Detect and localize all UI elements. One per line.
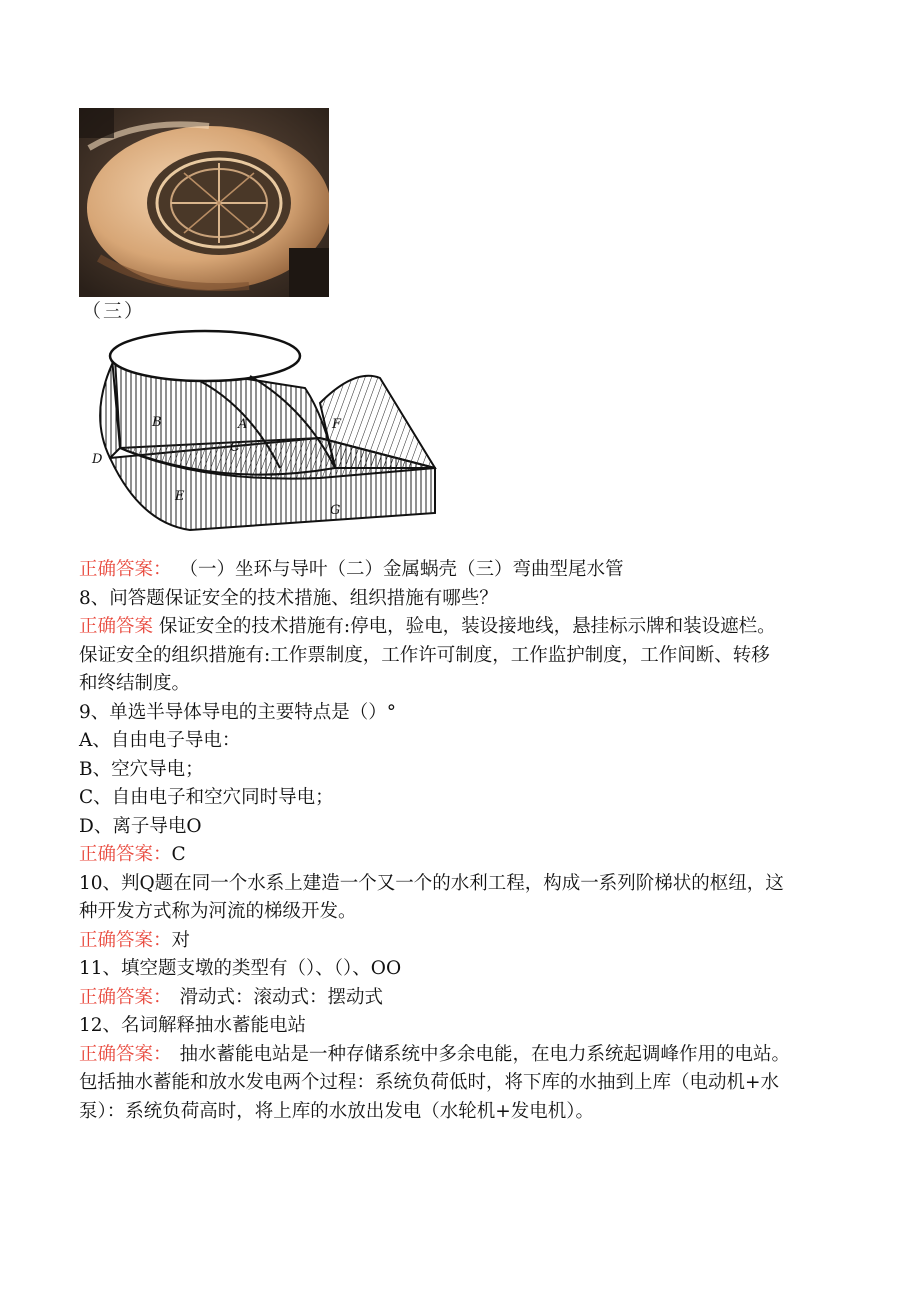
qa-text — [79, 556, 849, 1126]
answer-label: 正确答案： — [79, 559, 172, 580]
q10-question-line-2: 种开发方式称为河流的梯级开发。 — [79, 901, 357, 922]
q10-answer: 对 — [171, 929, 191, 951]
q8-answer-line-2: 保证安全的组织措施有:工作票制度，工作许可制度，工作监护制度，工作间断、转移 — [79, 644, 770, 666]
q11-answer: 滑动式：滚动式：摆动式 — [179, 986, 384, 1008]
label-d: D — [92, 452, 103, 467]
label-c: C — [230, 440, 240, 455]
q8-question: 8、问答题保证安全的技术措施、组织措施有哪些？ — [79, 587, 498, 609]
q12-question: 12、名词解释抽水蓄能电站 — [79, 1015, 307, 1036]
q9-option-b: B、空穴导电； — [79, 758, 204, 780]
answer-label: 正确答案： — [79, 1043, 172, 1065]
q12-answer-1: 抽水蓄能电站是一种存储系统中多余电能，在电力系统起调峰作用的电站。 — [179, 1043, 791, 1065]
q7-answer: （一）坐环与导叶（二）金属蜗壳（三）弯曲型尾水管 — [179, 559, 624, 580]
q9-option-c: C、自由电子和空穴同时导电； — [79, 787, 334, 808]
answer-label: 正确答案： — [79, 929, 172, 951]
label-g: G — [330, 503, 341, 518]
q12-answer-line-2: 包括抽水蓄能和放水发电两个过程：系统负荷低时，将下库的水抽到上库（电动机+水 — [79, 1072, 780, 1093]
q9-option-d: D、离子导电O — [79, 815, 202, 837]
figure-caption: （三） — [82, 300, 146, 322]
q10-answer-line — [79, 927, 849, 956]
q7-answer-line — [79, 556, 849, 585]
q9-answer-line — [79, 841, 849, 870]
label-a: A — [238, 417, 248, 432]
q8-answer-1: 保证安全的技术措施有:停电，验电，装设接地线，悬挂标示牌和装设遮栏。 — [158, 616, 776, 637]
q9-option-a: A、自由电子导电： — [79, 730, 241, 751]
q8-answer-line-3: 和终结制度。 — [79, 673, 191, 694]
q11-answer-line — [79, 984, 849, 1013]
draft-tube-diagram — [80, 318, 440, 546]
q12-answer-line-1 — [79, 1041, 849, 1070]
spiral-casing-photo — [79, 108, 329, 297]
label-e: E — [175, 489, 185, 504]
q9-answer: C — [171, 844, 186, 865]
q8-answer-line-1 — [79, 613, 849, 642]
q9-question: 9、单选半导体导电的主要特点是（）° — [79, 701, 397, 723]
answer-label: 正确答案 — [79, 616, 154, 637]
q10-question-line-1: 10、判Q题在同一个水系上建造一个又一个的水利工程，构成一系列阶梯状的枢纽，这 — [79, 872, 784, 894]
q11-question: 11、填空题支墩的类型有（）、（）、OO — [79, 958, 402, 979]
answer-label: 正确答案： — [79, 844, 172, 865]
q12-answer-line-3: 泵）：系统负荷高时，将上库的水放出发电（水轮机+发电机）。 — [79, 1100, 595, 1122]
answer-label: 正确答案： — [79, 986, 172, 1008]
label-f: F — [332, 417, 342, 432]
label-b: B — [152, 415, 162, 430]
